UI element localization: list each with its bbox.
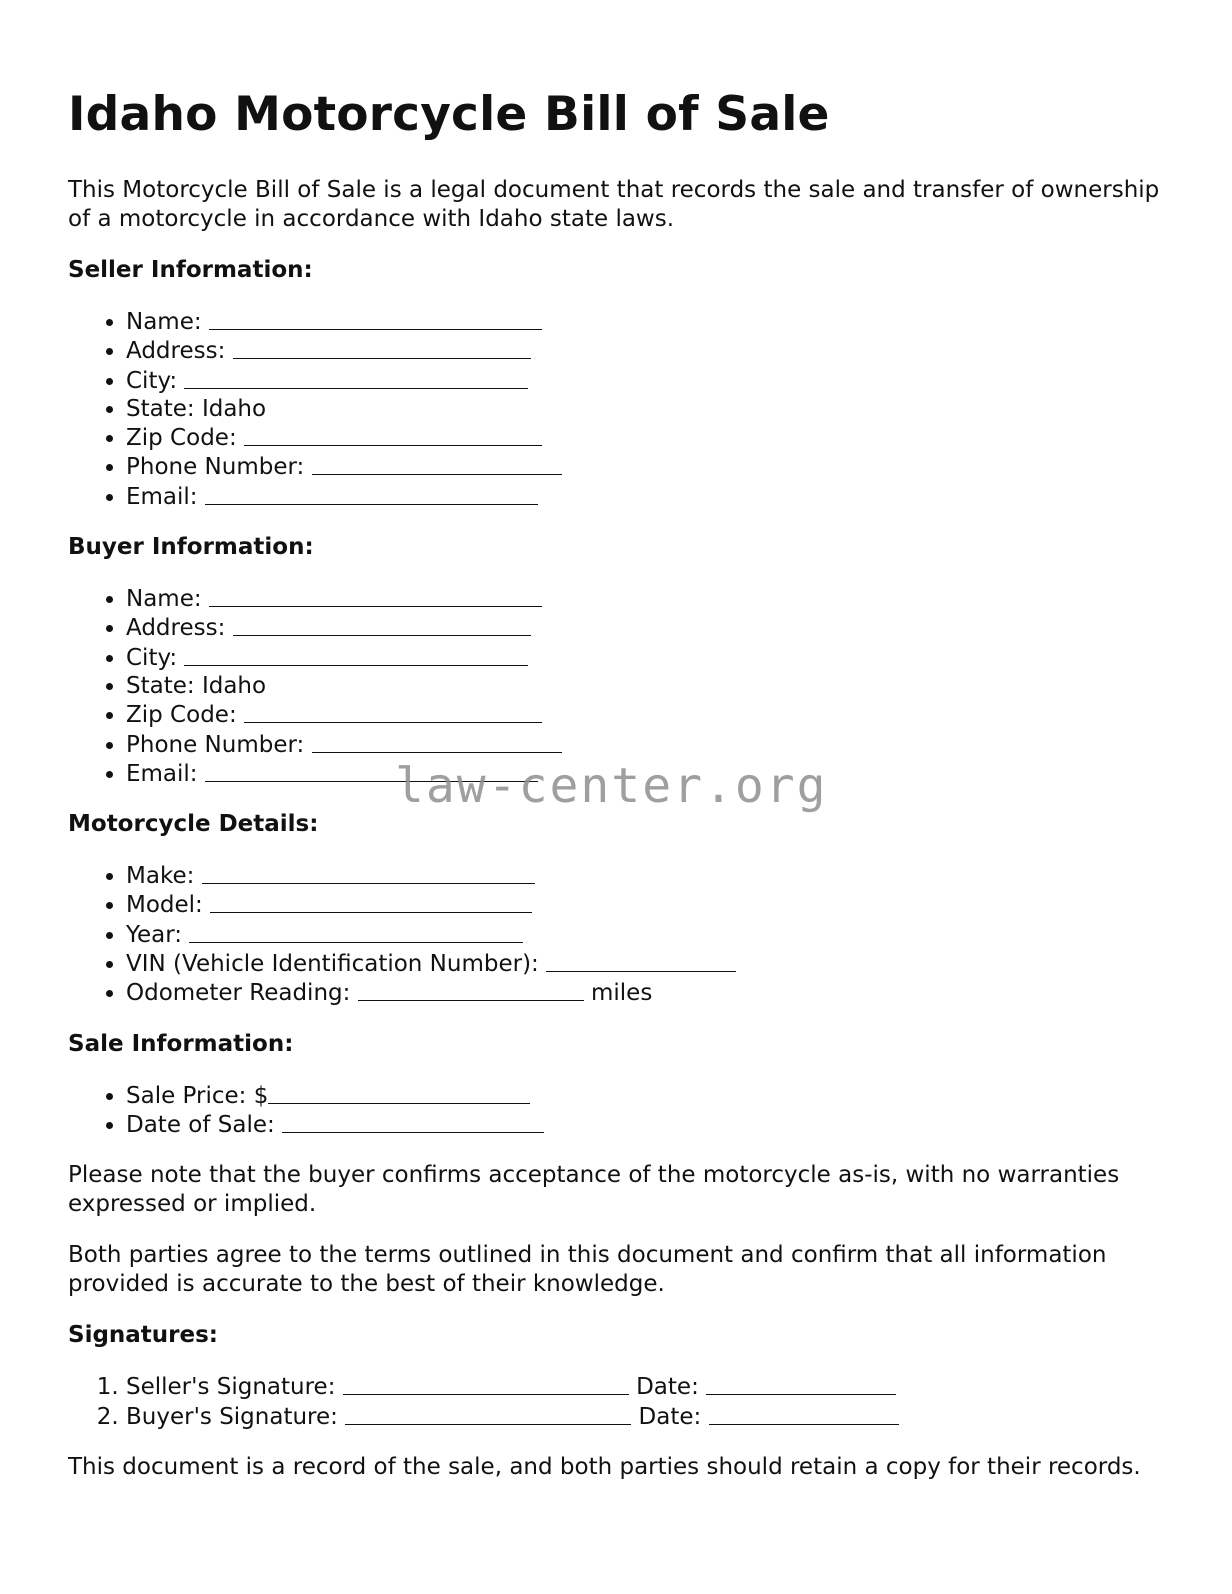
signatures-list bbox=[68, 1372, 1168, 1431]
vin-field[interactable] bbox=[546, 949, 736, 972]
buyer-phone-field[interactable] bbox=[312, 730, 562, 753]
as-is-note: Please note that the buyer confirms acceptance of the motorcycle as-is, with no warranties expressed or implied. bbox=[68, 1162, 1120, 1218]
seller-phone-item: • Phone Number: bbox=[126, 452, 1168, 481]
seller-address-item: • Address: bbox=[126, 336, 1168, 365]
seller-email-item: • Email: bbox=[126, 482, 1168, 511]
seller-name-field[interactable] bbox=[209, 307, 542, 330]
sale-list bbox=[68, 1081, 1168, 1140]
sale-price-item: • Sale Price: $ bbox=[126, 1081, 1168, 1110]
vin-item: • VIN (Vehicle Identification Number): bbox=[126, 949, 1168, 978]
buyer-zip-field[interactable] bbox=[244, 700, 542, 723]
intro-paragraph: This Motorcycle Bill of Sale is a legal document that records the sale and transfer of ownership of a motorcycle in accordance with Idaho state laws. bbox=[68, 177, 1160, 232]
buyer-address-field[interactable] bbox=[233, 613, 531, 636]
model-field[interactable] bbox=[210, 890, 532, 913]
seller-zip-field[interactable] bbox=[244, 423, 542, 446]
seller-heading: Seller Information: bbox=[68, 257, 313, 283]
sale-date-field[interactable] bbox=[282, 1110, 544, 1133]
agreement-note: Both parties agree to the terms outlined in this document and confirm that all information provided is accurate to the best of their knowledge. bbox=[68, 1242, 1107, 1298]
seller-city-item: • City: bbox=[126, 366, 1168, 395]
buyer-date-field[interactable] bbox=[709, 1402, 899, 1425]
buyer-signature-item: 2. Buyer's Signature: Date: bbox=[126, 1402, 1168, 1431]
seller-phone-field[interactable] bbox=[312, 452, 562, 475]
seller-state-item: • State: Idaho bbox=[126, 395, 1168, 423]
seller-city-field[interactable] bbox=[184, 366, 528, 389]
sale-heading: Sale Information: bbox=[68, 1030, 294, 1057]
motorcycle-heading: Motorcycle Details: bbox=[68, 811, 319, 838]
odometer-field[interactable] bbox=[358, 978, 584, 1001]
seller-email-field[interactable] bbox=[205, 482, 538, 505]
make-field[interactable] bbox=[202, 861, 535, 884]
buyer-name-item: • Name: bbox=[126, 584, 1168, 613]
motorcycle-list bbox=[68, 861, 1168, 1007]
seller-list bbox=[68, 307, 1168, 511]
document-title: Idaho Motorcycle Bill of Sale bbox=[68, 87, 830, 142]
buyer-city-field[interactable] bbox=[184, 643, 528, 666]
seller-signature-item: 1. Seller's Signature: Date: bbox=[126, 1372, 1168, 1401]
signatures-heading: Signatures: bbox=[68, 1322, 219, 1349]
buyer-heading: Buyer Information: bbox=[68, 534, 314, 561]
seller-zip-item: • Zip Code: bbox=[126, 423, 1168, 452]
buyer-name-field[interactable] bbox=[209, 584, 542, 607]
buyer-address-item: • Address: bbox=[126, 613, 1168, 642]
year-field[interactable] bbox=[189, 920, 523, 943]
buyer-phone-item: • Phone Number: bbox=[126, 730, 1168, 759]
seller-name-item: • Name: bbox=[126, 307, 1168, 336]
seller-signature-field[interactable] bbox=[343, 1372, 629, 1395]
watermark: law-center.org bbox=[395, 758, 828, 814]
buyer-zip-item: • Zip Code: bbox=[126, 700, 1168, 729]
buyer-state-item: • State: Idaho bbox=[126, 672, 1168, 700]
seller-address-field[interactable] bbox=[233, 336, 531, 359]
buyer-email-item: • Email: bbox=[126, 759, 1168, 788]
odometer-item: • Odometer Reading: miles bbox=[126, 978, 1168, 1007]
buyer-signature-field[interactable] bbox=[345, 1402, 631, 1425]
make-item: • Make: bbox=[126, 861, 1168, 890]
seller-date-field[interactable] bbox=[706, 1372, 896, 1395]
year-item: • Year: bbox=[126, 920, 1168, 949]
model-item: • Model: bbox=[126, 890, 1168, 919]
sale-date-item: • Date of Sale: bbox=[126, 1110, 1168, 1139]
buyer-city-item: • City: bbox=[126, 643, 1168, 672]
closing-paragraph: This document is a record of the sale, and both parties should retain a copy for their records. bbox=[68, 1453, 1141, 1480]
sale-price-field[interactable] bbox=[268, 1081, 530, 1104]
